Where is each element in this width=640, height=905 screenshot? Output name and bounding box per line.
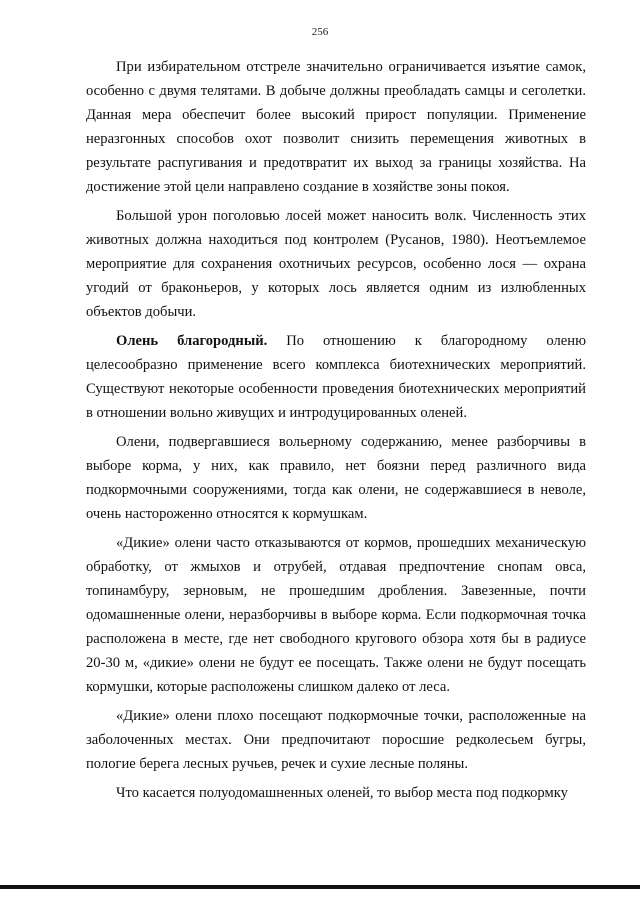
paragraph-text: При избирательном отстреле значительно ограничивается изъятие самок, особенно с двумя телятами. В добыче должны преобладать самцы и сеголетки. Данная мера обеспечит более высокий прирост популяции. Применение неразгонных способов охот позволит снизить перемещения животных в результате распугивания и предотвратит их выход за границы хозяйства. На достижение этой цели направлено создание в хозяйстве зоны покоя. xyxy=(86,59,586,195)
paragraph-text: «Дикие» олени часто отказываются от кормов, прошедших механическую обработку, от жмыхов и отрубей, отдавая предпочтение снопам овса, топинамбуру, зерновым, не прошедшим дробления. Завезенные, почти одомашненные олени, неразборчивы в выборе корма. Если подкормочная точка расположена в месте, где нет свободного кругового обзора хотя бы в радиусе 20-30 м, «дикие» олени не будут ее посещать. Также олени не будут посещать кормушки, которые расположены слишком далеко от леса. xyxy=(86,535,586,695)
paragraph-7 xyxy=(86,781,586,805)
paragraph-text: По отношению к благородному оленю целесообразно применение всего комплекса биотехнических мероприятий. Существуют некоторые особенности проведения биотехнических мероприятий в отношении вольно живущих и интродуцированных оленей. xyxy=(86,333,586,421)
paragraph-4 xyxy=(86,430,586,526)
section-lead-heading: Олень благородный. xyxy=(116,333,268,349)
paragraph-3 xyxy=(86,329,586,425)
bottom-border-rule xyxy=(0,885,640,889)
paragraph-6 xyxy=(86,704,586,776)
page-number: 256 xyxy=(311,26,329,38)
paragraph-2 xyxy=(86,204,586,324)
paragraph-text: «Дикие» олени плохо посещают подкормочные точки, расположенные на заболоченных местах. Они предпочитают поросшие редколесьем бугры, пологие берега лесных ручьев, речек и сухие лесные поляны. xyxy=(86,708,586,772)
paragraph-5 xyxy=(86,531,586,699)
paragraph-text: Большой урон поголовью лосей может наносить волк. Численность этих животных должна находиться под контролем (Русанов, 1980). Неотъемлемое мероприятие для сохранения охотничьих ресурсов, особенно лося — охрана угодий от браконьеров, у которых лось является одним из излюбленных объектов добычи. xyxy=(86,208,586,320)
paragraph-text: Олени, подвергавшиеся вольерному содержанию, менее разборчивы в выборе корма, у них, как правило, нет боязни перед различного вида подкормочными сооружениями, тогда как олени, не содержавшиеся в неволе, очень настороженно относятся к кормушкам. xyxy=(86,434,586,522)
paragraph-text: Что касается полуодомашненных оленей, то выбор места под подкормку xyxy=(116,785,568,801)
document-body xyxy=(86,55,586,810)
paragraph-1 xyxy=(86,55,586,199)
